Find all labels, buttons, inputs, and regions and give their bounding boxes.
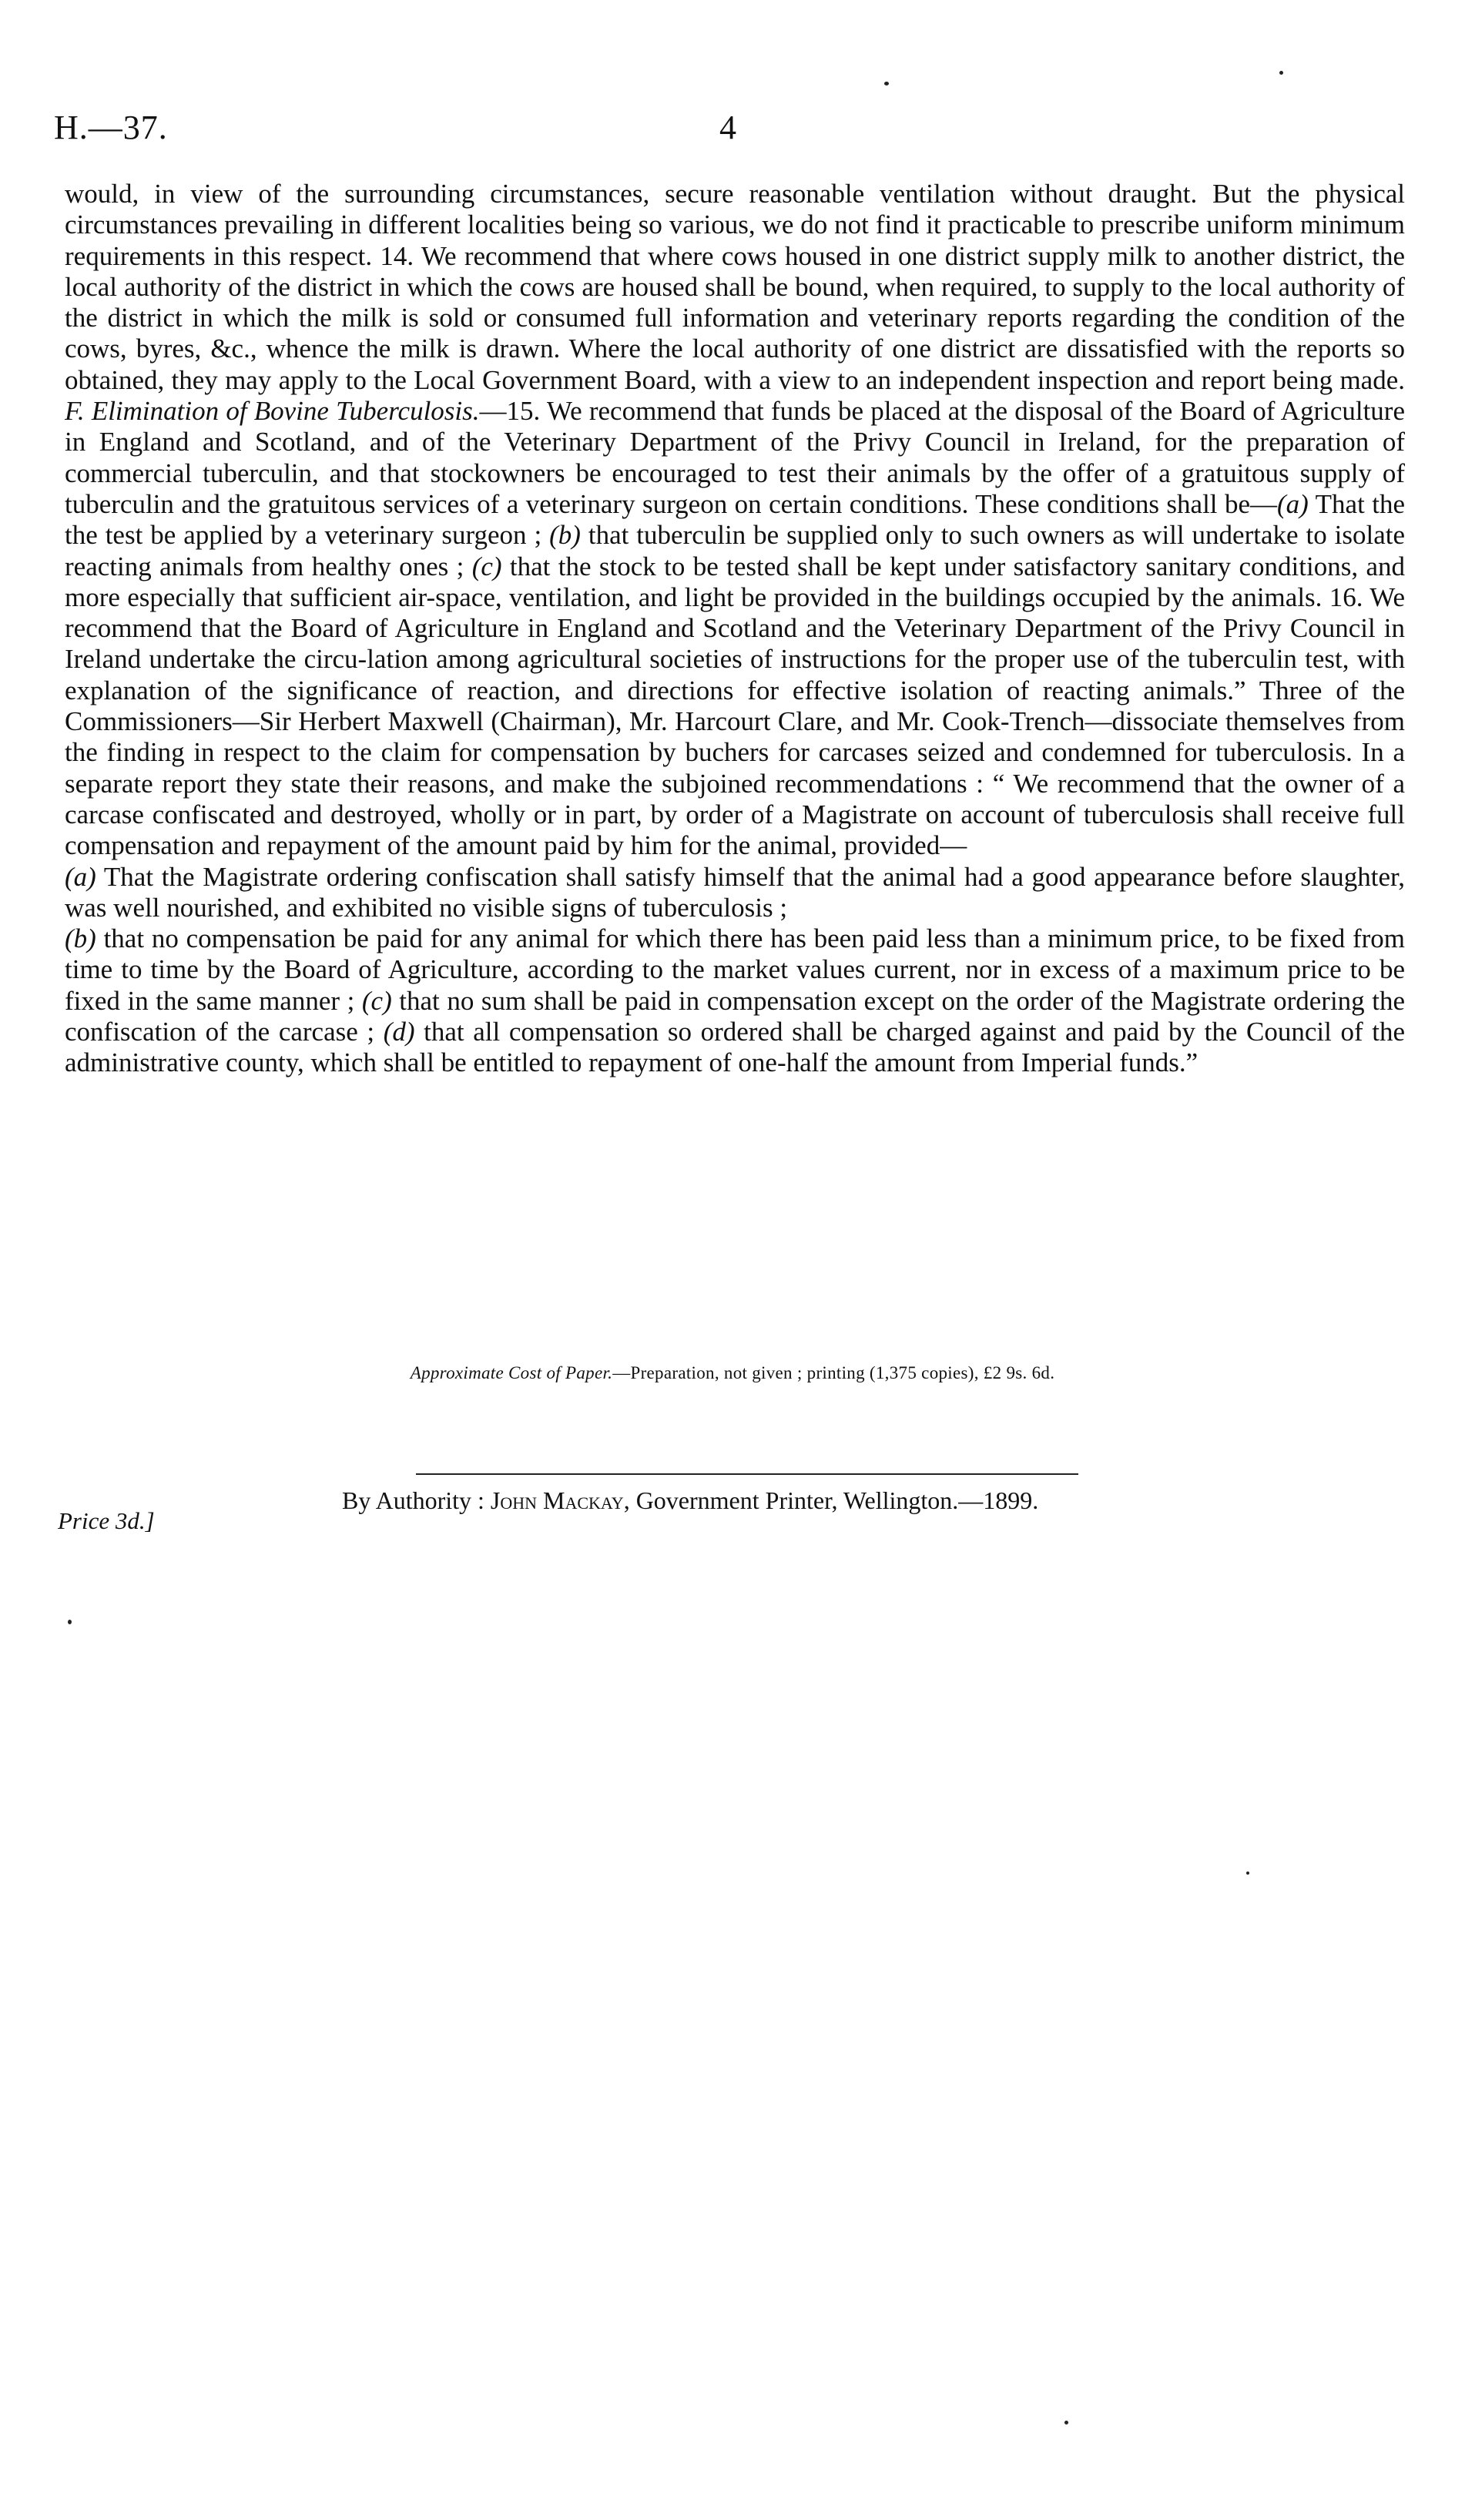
cost-text: —Preparation, not given ; printing (1,375 copies), £2 9s. 6d.	[612, 1363, 1055, 1382]
text-run: that no compensation be paid for any animal for which there has been paid less than a minimum price, to be fixed from time to time by the Board of Agriculture, according to the market values current, nor in excess of a maximum price to be fixed in the same manner ;	[65, 923, 1405, 1016]
list-marker: (a)	[65, 861, 96, 892]
document-reference: H.—37.	[54, 109, 168, 146]
list-marker: (b)	[65, 923, 96, 954]
list-marker: (b)	[549, 520, 581, 551]
divider-rule	[416, 1473, 1078, 1475]
section-title: F. Elimination of Bovine Tuberculosis.	[65, 396, 480, 427]
text-run: would, in view of the surrounding circumstances, secure reasonable ventilation without draught. But the physical circumstances prevailing in different localities being so various, we do not find it practicable to prescribe uniform minimum requirements in this respect. 14. We recommend that where cows housed in one district supply milk to another district, the local authority of the district in which the cows are housed shall be bound, when required, to supply to the local authority of the district in which the milk is sold or consumed full information and veterinary reports regarding the condition of the cows, byres, &c., whence the milk is drawn. Where the local authority of one district are dissatisfied with the reports so obtained, they may apply to the Local Government Board, with a view to an independent inspection and report being made.	[65, 179, 1405, 395]
authority-suffix: , Government Printer, Wellington.—1899.	[623, 1486, 1039, 1514]
speck-mark	[884, 82, 889, 85]
printer-name: John Mackay	[490, 1486, 624, 1514]
list-marker: (d)	[383, 1017, 415, 1047]
text-run: That the the test be applied by a veterinary surgeon ;	[65, 488, 1406, 551]
list-marker: (c)	[471, 551, 502, 581]
speck-mark	[1279, 71, 1283, 75]
main-paragraph	[65, 179, 1405, 1079]
text-run: that all compensation so ordered shall be charged against and paid by the Council of the administrative county, which shall be entitled to repayment of one-half the amount from Imperial funds.”	[65, 1017, 1406, 1078]
body-text	[65, 179, 1405, 1079]
text-run: that tuberculin be supplied only to such owners as will undertake to isolate reacting animals from healthy ones ;	[65, 520, 1405, 581]
list-marker: (a)	[1277, 488, 1309, 519]
price-note: Price 3d.]	[58, 1507, 155, 1534]
printer-authority	[342, 1486, 1038, 1515]
cost-label: Approximate Cost of Paper.	[410, 1363, 613, 1382]
speck-mark	[1246, 1872, 1249, 1875]
text-run: that the stock to be tested shall be kept under satisfactory sanitary conditions, and more especially that sufficient air-space, ventilation, and light be provided in the buildings occupied by the animals. 16. We recommend that the Board of Agriculture in England and Scotland and the Veterinary Department of the Privy Council in Ireland undertake the circu-lation among agricultural societies of instructions for the proper use of the tuberculin test, with explanation of the significance of reaction, and directions for effective isolation of reacting animals.” Three of the Commissioners—Sir Herbert Maxwell (Chairman), Mr. Harcourt Clare, and Mr. Cook-Trench—dissociate themselves from the finding in respect to the claim for compensation by buchers for carcases seized and condemned for tuberculosis. In a separate report they state their reasons, and make the subjoined recommendations : “ We recommend that the owner of a carcase confiscated and destroyed, wholly or in part, by order of a Magistrate on account of tuberculosis shall receive full compensation and repayment of the amount paid by him for the animal, provided—	[65, 551, 1405, 861]
text-run: That the Magistrate ordering confiscation shall satisfy himself that the animal had a good appearance before slaughter, was well nourished, and exhibited no visible signs of tuberculosis ;	[65, 861, 1405, 923]
speck-mark	[1064, 2421, 1068, 2424]
speck-mark	[68, 1620, 72, 1624]
text-run: that no sum shall be paid in compensation except on the order of the Magistrate ordering the confiscation of the carcase ;	[65, 985, 1406, 1047]
page-number: 4	[719, 109, 736, 146]
list-marker: (c)	[361, 985, 392, 1016]
text-run: —15. We recommend that funds be placed at the disposal of the Board of Agriculture in England and Scotland, and of the Veterinary Department of the Privy Council in Ireland, for the preparation of commercial tuberculin, and that stockowners be encouraged to test their animals by the offer of a gratuitous supply of tuberculin and the gratuitous services of a veterinary surgeon on certain conditions. These conditions shall be—	[65, 396, 1406, 519]
cost-of-paper-note	[0, 1363, 1465, 1383]
authority-prefix: By Authority :	[342, 1486, 491, 1514]
